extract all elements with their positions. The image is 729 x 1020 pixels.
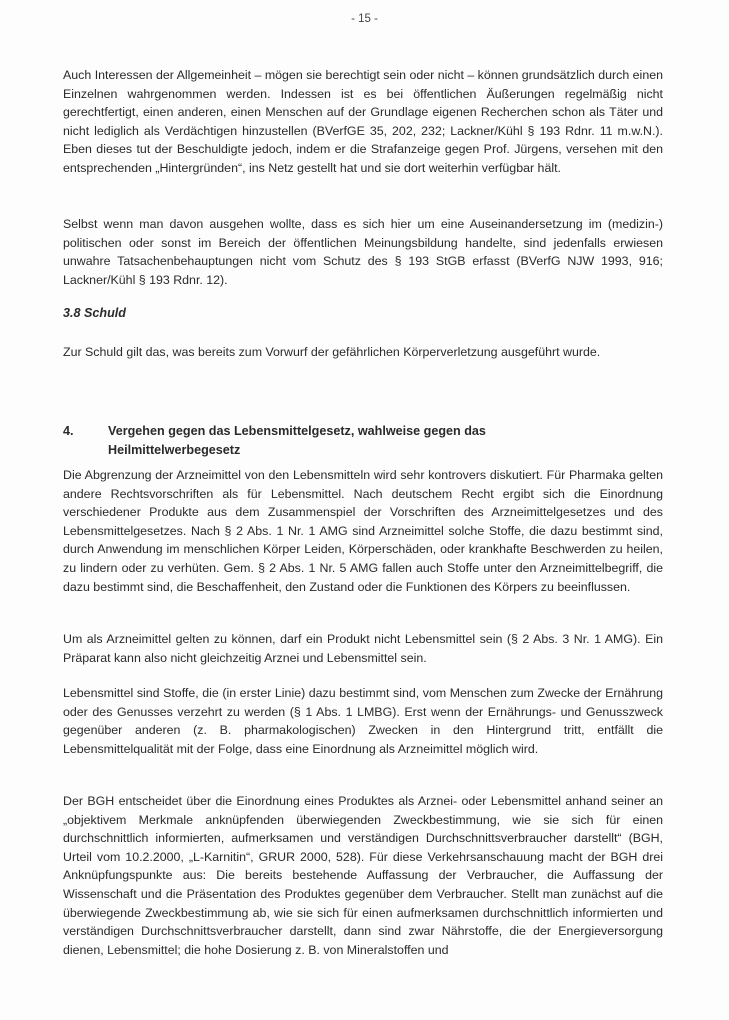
heading-schuld: 3.8 Schuld: [63, 306, 126, 320]
heading-section-4: [63, 422, 663, 459]
paragraph-drug-definition: Um als Arzneimittel gelten zu können, darf ein Produkt nicht Lebensmittel sein (§ 2 Abs. 3 Nr. 1 AMG). Ein Präparat kann also nicht gleichzeitig Arznei und Lebensmittel sein.: [63, 632, 663, 665]
section-4-number: 4.: [63, 424, 74, 438]
paragraph-public-interest: Auch Interessen der Allgemeinheit – mögen sie berechtigt sein oder nicht – können grundsätzlich durch einen Einzelnen wahrgenommen werden. Indessen ist es bei öffentlichen Äußerungen regelmäßig nicht gerechtfertigt, einen anderen, einen Menschen auf der Grundlage eigenen Recherchen schon als Täter und nicht lediglich als Verdächtigen hinzustellen (BVerfGE 35, 202, 232; Lackner/Kühl § 193 Rdnr. 11 m.w.N.). Eben dieses tut der Beschuldigte jedoch, indem er die Strafanzeige gegen Prof. Jürgens, versehen mit den entsprechenden „Hintergründen“, ins Netz gestellt hat und sie dort weiterhin verfügbar hält.: [63, 68, 663, 175]
paragraph-bgh-ruling: Der BGH entscheidet über die Einordnung eines Produktes als Arznei- oder Lebensmittel anhand seiner an „objektivem Merkmale anknüpfenden überwiegenden Zweckbestimmung, wie sie sich für einen durchschnittlich informierten, aufmerksamen und verständigen Durchschnittsverbraucher darstellt“ (BGH, Urteil vom 10.2.2000, „L-Karnitin“, GRUR 2000, 528). Für diese Verkehrsanschauung macht der BGH drei Anknüpfungspunkte aus: Die bereits bestehende Auffassung der Verbraucher, die Auffassung der Wissenschaft und die Präsentation des Produktes gegenüber dem Verbraucher. Stellt man zunächst auf die überwiegende Zweckbestimmung ab, wie sie sich für einen aufmerksamen durchschnittlich informierten und verständigen Durchschnittsverbraucher darstellt, dann sind zwar Nährstoffe, die der Energieversorgung dienen, Lebensmittel; die hohe Dosierung z. B. von Mineralstoffen und: [63, 794, 663, 957]
page-number: - 15 -: [351, 13, 378, 25]
paragraph-drug-food-distinction: Die Abgrenzung der Arzneimittel von den Lebensmitteln wird sehr kontrovers diskutiert. Für Pharmaka gelten andere Rechtsvorschriften als für Lebensmittel. Nach deutschem Recht ergibt sich die Einordnung verschiedener Produkte aus dem Zusammenspiel der Vorschriften des Arzneimittelgesetzes und des Lebensmittelgesetzes. Nach § 2 Abs. 1 Nr. 1 AMG sind Arzneimittel solche Stoffe, die dazu bestimmt sind, durch Anwendung im menschlichen Körper Leiden, Körperschäden, oder krankhafte Beschwerden zu heilen, zu lindern oder zu verhüten. Gem. § 2 Abs. 1 Nr. 5 AMG fallen auch Stoffe unter den Arzneimittelbegriff, die dazu bestimmt sind, die Beschaffenheit, den Zustand oder die Funktionen des Körpers zu beeinflussen.: [63, 468, 663, 594]
paragraph-schuld: Zur Schuld gilt das, was bereits zum Vorwurf der gefährlichen Körperverletzung ausgeführt wurde.: [63, 345, 601, 359]
paragraph-political-debate: Selbst wenn man davon ausgehen wollte, dass es sich hier um eine Auseinandersetzung im (medizin-) politischen oder sonst im Bereich der öffentlichen Meinungsbildung handelte, sind jedenfalls erwiesen unwahre Tatsachenbehauptungen nicht vom Schutz des § 193 StGB erfasst (BVerfG NJW 1993, 916; Lackner/Kühl § 193 Rdnr. 12).: [63, 217, 663, 287]
paragraph-food-definition: Lebensmittel sind Stoffe, die (in erster Linie) dazu bestimmt sind, vom Menschen zum Zwecke der Ernährung oder des Genusses verzehrt zu werden (§ 1 Abs. 1 LMBG). Erst wenn der Ernährungs- und Genusszweck gegenüber anderen (z. B. pharmakologischen) Zwecken in den Hintergrund tritt, entfällt die Lebensmittelqualität mit der Folge, dass eine Einordnung als Arzneimittel möglich wird.: [63, 686, 663, 756]
section-4-title: Vergehen gegen das Lebensmittelgesetz, wahlweise gegen das Heilmittelwerbegesetz: [108, 424, 486, 457]
